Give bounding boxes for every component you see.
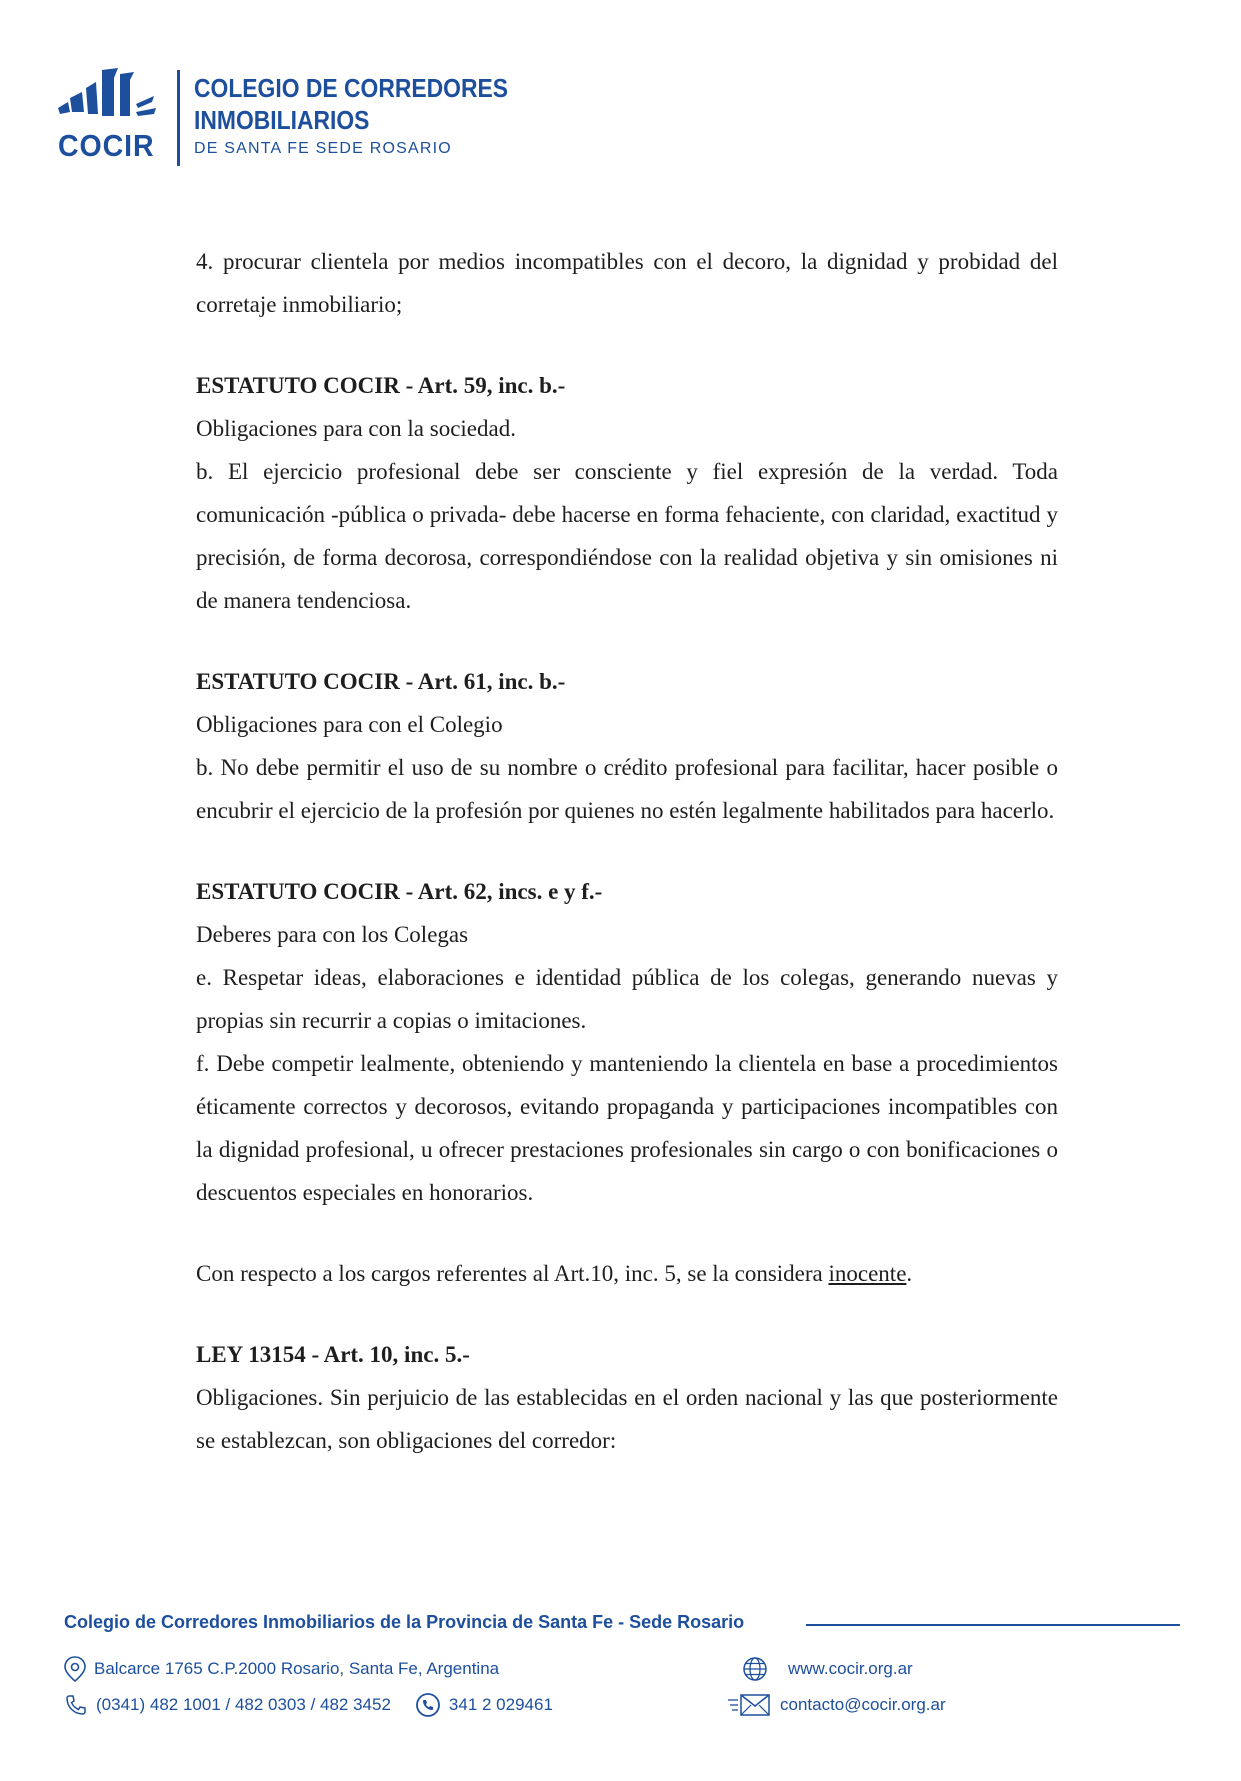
section-subheading: Obligaciones para con la sociedad. bbox=[196, 416, 516, 441]
phone-icon bbox=[64, 1693, 88, 1717]
section-text: b. El ejercicio profesional debe ser consciente y fiel expresión de la verdad. Toda comunicación -pública o privada- debe hacerse en forma fehaciente, con claridad, exactitud y precisión, de forma decorosa, correspondiéndose con la realidad objetiva y sin omisiones ni de manera tendenciosa. bbox=[196, 459, 1058, 613]
intro-paragraph: 4. procurar clientela por medios incompatibles con el decoro, la dignidad y probidad del corretaje inmobiliario; bbox=[196, 249, 1058, 317]
section-text: b. No debe permitir el uso de su nombre o crédito profesional para facilitar, hacer posible o encubrir el ejercicio de la profesión por quienes no estén legalmente habilitados para hacerlo. bbox=[196, 755, 1058, 823]
section-subheading: Obligaciones para con el Colegio bbox=[196, 712, 503, 737]
section-heading: ESTATUTO COCIR - Art. 61, inc. b.- bbox=[196, 669, 566, 694]
section-text: e. Respetar ideas, elaboraciones e identidad pública de los colegas, generando nuevas y propias sin recurrir a copias o imitaciones. bbox=[196, 965, 1058, 1033]
footer-phones bbox=[64, 1692, 553, 1718]
logo-text: COCIR bbox=[58, 128, 155, 163]
phones-text: (0341) 482 1001 / 482 0303 / 482 3452 bbox=[96, 1695, 391, 1714]
mail-icon bbox=[728, 1692, 772, 1718]
letterhead bbox=[54, 68, 509, 168]
footer-email bbox=[728, 1692, 946, 1718]
verdict-word: inocente bbox=[828, 1261, 907, 1286]
section-heading: LEY 13154 - Art. 10, inc. 5.- bbox=[196, 1342, 470, 1367]
section-text: Obligaciones. Sin perjuicio de las establecidas en el orden nacional y las que posteriormente se establezcan, son obligaciones del corredor: bbox=[196, 1385, 1058, 1453]
whatsapp-text: 341 2 029461 bbox=[448, 1695, 553, 1714]
globe-icon bbox=[742, 1656, 768, 1682]
header-divider bbox=[177, 70, 180, 166]
section-subheading: Deberes para con los Colegas bbox=[196, 922, 469, 947]
org-name-line2: INMOBILIARIOS bbox=[194, 105, 370, 135]
logo-mark-icon bbox=[54, 68, 158, 130]
verdict-paragraph bbox=[196, 1252, 1058, 1295]
document-body bbox=[196, 240, 1058, 1462]
email-link[interactable]: contacto@cocir.org.ar bbox=[780, 1695, 946, 1714]
footer-website bbox=[742, 1656, 913, 1682]
footer-title: Colegio de Corredores Inmobiliarios de la Provincia de Santa Fe - Sede Rosario bbox=[64, 1612, 745, 1632]
cocir-logo bbox=[54, 68, 158, 163]
footer-address bbox=[64, 1656, 499, 1682]
location-pin-icon bbox=[64, 1656, 86, 1682]
org-name bbox=[194, 72, 508, 136]
org-subtitle: DE SANTA FE SEDE ROSARIO bbox=[194, 140, 452, 157]
website-link[interactable]: www.cocir.org.ar bbox=[788, 1659, 913, 1678]
section-text: f. Debe competir lealmente, obteniendo y manteniendo la clientela en base a procedimientos éticamente correctos y decorosos, evitando propaganda y participaciones incompatibles con la dignidad profesional, u ofrecer prestaciones profesionales sin cargo o con bonificaciones o descuentos especiales en honorarios. bbox=[196, 1051, 1058, 1205]
footer-rule bbox=[806, 1624, 1180, 1626]
address-text: Balcarce 1765 C.P.2000 Rosario, Santa Fe, Argentina bbox=[94, 1659, 500, 1678]
section-heading: ESTATUTO COCIR - Art. 59, inc. b.- bbox=[196, 373, 566, 398]
verdict-end: . bbox=[906, 1261, 913, 1286]
org-name-line1: COLEGIO DE CORREDORES bbox=[194, 73, 509, 103]
verdict-text: Con respecto a los cargos referentes al Art.10, inc. 5, se la considera bbox=[196, 1261, 829, 1286]
section-heading: ESTATUTO COCIR - Art. 62, incs. e y f.- bbox=[196, 879, 603, 904]
footer bbox=[64, 1612, 1184, 1732]
whatsapp-icon bbox=[415, 1692, 441, 1718]
